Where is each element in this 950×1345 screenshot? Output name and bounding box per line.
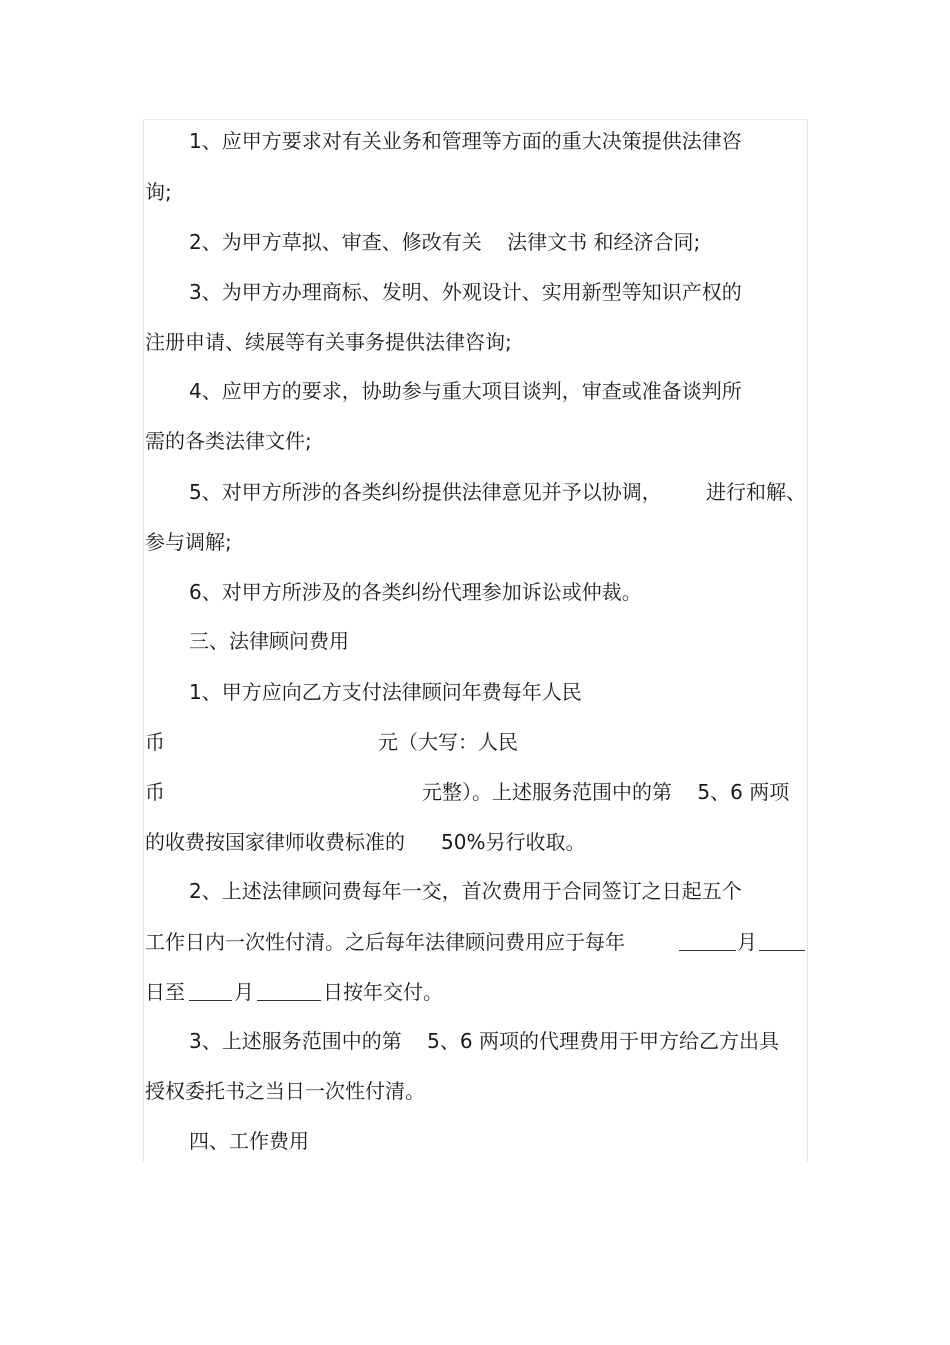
fee-2-line-2: 工作日内一次性付清。之后每年法律顾问费用应于每年: [145, 930, 625, 954]
fee-1-line-4-tail: 50%另行收取。: [441, 830, 586, 854]
day-blank-2[interactable]: [257, 982, 321, 1001]
month-blank-2[interactable]: [189, 982, 232, 1001]
clause-5-line-2: 参与调解;: [145, 530, 232, 554]
clause-4-line-1: 4、应甲方的要求，协助参与重大项目谈判，审查或准备谈判所: [189, 379, 742, 403]
fee-2-month-1: 月: [737, 930, 757, 954]
fee-1-currency-1: 币: [145, 730, 165, 754]
fee-3-line-1: 3、上述服务范围中的第 5、6 两项的代理费用于甲方给乙方出具: [189, 1029, 779, 1053]
fee-2-month-2: 月: [234, 980, 254, 1004]
clause-3-line-1: 3、为甲方办理商标、发明、外观设计、实用新型等知识产权的: [189, 280, 742, 304]
day-blank-1[interactable]: [759, 932, 805, 951]
fee-1-line-3: 元整）。上述服务范围中的第 5、6 两项: [422, 780, 790, 804]
fee-2-line-3-end: 日按年交付。: [323, 980, 443, 1004]
fee-1-line-1: 1、甲方应向乙方支付法律顾问年费每年人民: [189, 680, 582, 704]
section-3-heading: 三、法律顾问费用: [189, 629, 349, 653]
clause-2-line-1: 2、为甲方草拟、审查、修改有关 法律文书 和经济合同;: [189, 230, 701, 254]
clause-5-line-1-tail: 进行和解、: [706, 480, 806, 504]
clause-3-line-2: 注册申请、续展等有关事务提供法律咨询;: [145, 330, 512, 354]
clause-1-line-2: 询;: [145, 180, 172, 204]
section-4-heading: 四、工作费用: [189, 1129, 309, 1153]
fee-2-line-3-start: 日至: [145, 980, 185, 1004]
month-blank-1[interactable]: [679, 932, 736, 951]
fee-3-line-2: 授权委托书之当日一次性付清。: [145, 1079, 425, 1103]
fee-2-line-1: 2、上述法律顾问费每年一交，首次费用于合同签订之日起五个: [189, 879, 742, 903]
clause-4-line-2: 需的各类法律文件;: [145, 429, 312, 453]
clause-1-line-1: 1、应甲方要求对有关业务和管理等方面的重大决策提供法律咨: [189, 129, 742, 153]
clause-5-line-1: 5、对甲方所涉的各类纠纷提供法律意见并予以协调，: [189, 480, 662, 504]
fee-1-line-4: 的收费按国家律师收费标准的: [145, 830, 405, 854]
fee-1-currency-2: 币: [145, 780, 165, 804]
fee-1-amount-in-words: 元（大写：人民: [378, 730, 518, 754]
clause-6-line-1: 6、对甲方所涉及的各类纠纷代理参加诉讼或仲裁。: [189, 580, 642, 604]
